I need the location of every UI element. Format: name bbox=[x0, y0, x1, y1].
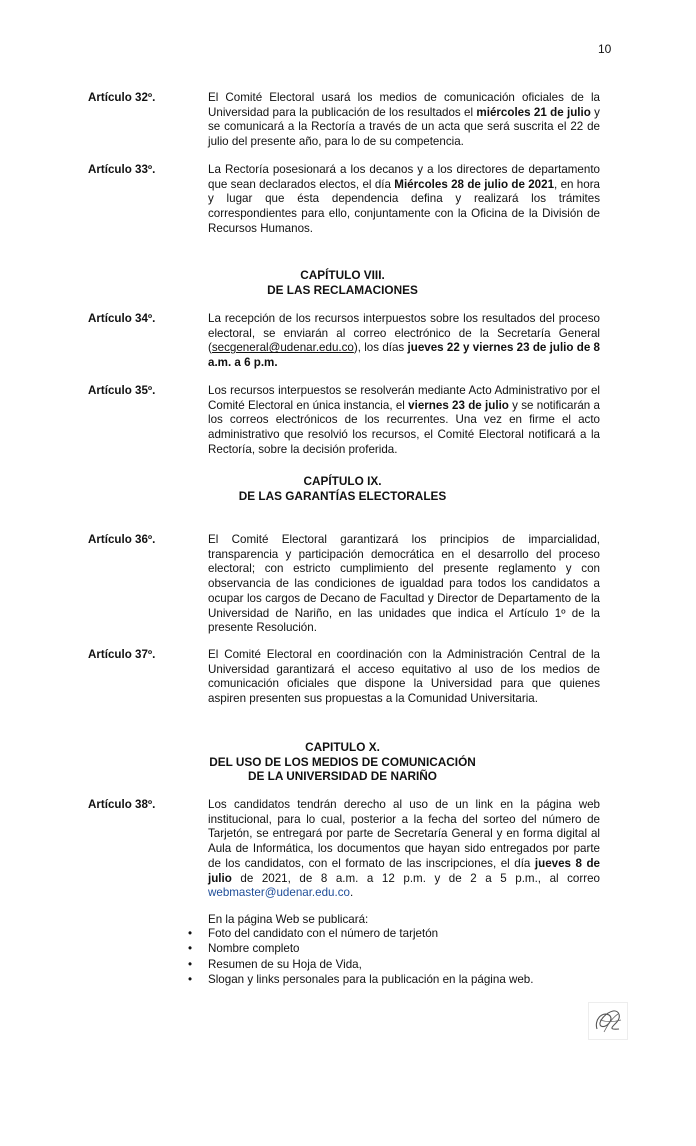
chapter-10-heading: CAPITULO X. DEL USO DE LOS MEDIOS DE COMUNICACIÓN DE LA UNIVERSIDAD DE NARIÑO bbox=[209, 740, 476, 783]
article-37 bbox=[88, 648, 600, 707]
article-38 bbox=[88, 798, 600, 901]
chapter-8-heading: CAPÍTULO VIII. DE LAS RECLAMACIONES bbox=[267, 268, 418, 297]
list-item: • Foto del candidato con el número de tarjetón bbox=[188, 926, 533, 941]
article-text: Los recursos interpuestos se resolverán mediante Acto Administrativo por el Comité Electoral en única instancia, el viernes 23 de julio y se notificarán a los correos electrónicos de los recurrentes. Una vez en firme el acto administrativo que resolvió los recursos, el Comité Electoral notificará a la Rectoría, sobre la decisión proferida. bbox=[208, 384, 600, 456]
article-text: Los candidatos tendrán derecho al uso de un link en la página web institucional, para lo cual, posterior a la fecha del sorteo del número de Tarjetón, se entregará por parte de Secretaría General y en forma digital al Aula de Informática, los documentos que hayan sido entregados por parte de los candidatos, con el formato de las inscripciones, el día jueves 8 de julio de 2021, de 8 a.m. a 12 p.m. y de 2 a 5 p.m., al correo webmaster@udenar.edu.co. bbox=[208, 798, 601, 900]
list-item: • Nombre completo bbox=[188, 941, 533, 956]
article-34 bbox=[88, 312, 600, 371]
article-33 bbox=[88, 163, 600, 237]
secgeneral-email-link[interactable]: secgeneral@udenar.edu.co bbox=[211, 341, 354, 355]
article-text: El Comité Electoral usará los medios de comunicación oficiales de la Universidad para la publicación de los resultados el miércoles 21 de julio y se comunicará a la Rectoría a través de un acta que será suscrita el 22 de julio del presente año, para lo de su competencia. bbox=[208, 91, 600, 149]
article-text: El Comité Electoral en coordinación con la Administración Central de la Universidad garantizará el acceso equitativo al uso de los medios de comunicación oficiales que dispone la Universidad para que quienes aspiren presenten sus propuestas a la Comunidad Universitaria. bbox=[208, 648, 600, 706]
list-item: • Resumen de su Hoja de Vida, bbox=[188, 957, 533, 972]
article-36 bbox=[88, 533, 600, 636]
article-text: La Rectoría posesionará a los decanos y a los directores de departamento que sean declarados electos, el día Miércoles 28 de julio de 2021, en hora y lugar que ésta dependencia defina y realizará los trámites correspondientes para ello, conjuntamente con la Oficina de la División de Recursos Humanos. bbox=[208, 163, 601, 235]
article-32 bbox=[88, 91, 600, 150]
page-number: 10 bbox=[598, 42, 612, 56]
article-label: Artículo 34º. bbox=[88, 312, 156, 325]
list-item: • Slogan y links personales para la publicación en la página web. bbox=[188, 972, 533, 987]
article-label: Artículo 36º. bbox=[88, 533, 156, 546]
webmaster-email-link[interactable]: webmaster@udenar.edu.co bbox=[208, 886, 350, 900]
article-text: El Comité Electoral garantizará los principios de imparcialidad, transparencia y participación democrática en el desarrollo del proceso electoral; con estricto cumplimiento del presente reglamento y con observancia de las condiciones de igualdad para todos los candidatos a ocupar los cargos de Decano de Facultad y Director de Departamento de la Universidad de Nariño, en las unidades que indica el Artículo 1º de la presente Resolución. bbox=[208, 533, 600, 635]
article-label: Artículo 35º. bbox=[88, 384, 156, 397]
article-label: Artículo 32º. bbox=[88, 91, 156, 104]
article-label: Artículo 37º. bbox=[88, 648, 156, 661]
article-label: Artículo 33º. bbox=[88, 163, 156, 176]
web-publication-list bbox=[188, 926, 533, 988]
article-label: Artículo 38º. bbox=[88, 798, 156, 811]
web-publication-intro: En la página Web se publicará: bbox=[208, 913, 369, 926]
article-text: La recepción de los recursos interpuestos sobre los resultados del proceso electoral, se enviarán al correo electrónico de la Secretaría General (secgeneral@udenar.edu.co), los días jueves 22 y viernes 23 de julio de 8 a.m. a 6 p.m. bbox=[208, 312, 601, 370]
article-35 bbox=[88, 384, 600, 458]
chapter-9-heading: CAPÍTULO IX. DE LAS GARANTÍAS ELECTORALES bbox=[238, 474, 447, 503]
signature-mark bbox=[588, 1002, 628, 1040]
